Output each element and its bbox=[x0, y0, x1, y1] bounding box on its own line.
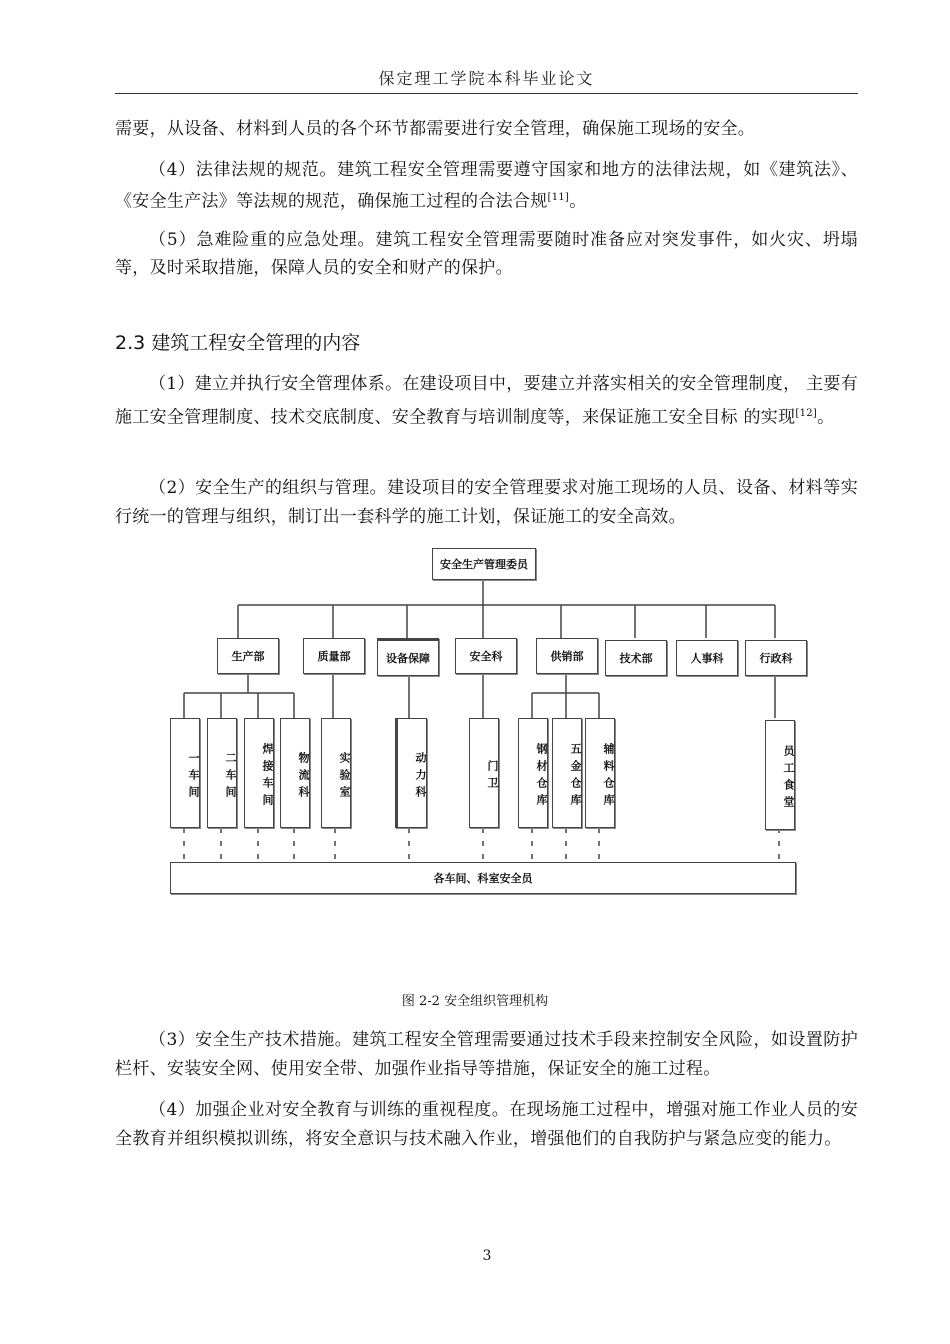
org-node-safety-officers: 各车间、科室安全员 bbox=[170, 862, 796, 894]
paragraph-text: （4）法律法规的规范。建筑工程安全管理需要遵守国家和地方的法律法规，如《建筑法》、《安全生产法》等法规的规范，确保施工过程的合法合规 bbox=[115, 160, 858, 212]
org-node-dept: 人事科 bbox=[676, 640, 738, 676]
org-node-unit: 二车间 bbox=[207, 718, 237, 828]
paragraph-text: （2）安全生产的组织与管理。建设项目的安全管理要求对施工现场的人员、设备、材料等实行统一的管理与组织，制订出一套科学的施工计划，保证施工的安全高效。 bbox=[115, 478, 858, 527]
page-number: 3 bbox=[482, 1248, 492, 1264]
paragraph bbox=[115, 474, 858, 532]
paragraph-text: （1）建立并执行安全管理体系。在建设项目中，要建立并落实相关的安全管理制度， 主要有施工安全管理制度、技术交底制度、安全教育与培训制度等，来保证施工安全目标 的实现 bbox=[115, 374, 858, 428]
paragraph bbox=[115, 1026, 858, 1084]
paragraph bbox=[115, 1096, 858, 1154]
org-node-unit: 五金仓库 bbox=[552, 718, 582, 828]
org-node-dept: 质量部 bbox=[303, 638, 365, 674]
section-heading: 2.3 建筑工程安全管理的内容 bbox=[115, 332, 361, 354]
org-node-committee: 安全生产管理委员 bbox=[432, 548, 536, 580]
org-node-dept: 设备保障 bbox=[377, 638, 439, 676]
paragraph bbox=[115, 156, 858, 216]
paragraph bbox=[115, 226, 858, 282]
org-node-dept: 技术部 bbox=[605, 640, 667, 676]
header-rule bbox=[115, 93, 858, 94]
org-node-unit: 一车间 bbox=[170, 718, 200, 828]
paragraph bbox=[115, 116, 858, 143]
org-node-dept: 安全科 bbox=[455, 638, 517, 674]
org-node-unit: 动力科 bbox=[395, 718, 427, 828]
citation: [11] bbox=[547, 192, 570, 203]
org-node-dept: 生产部 bbox=[217, 638, 279, 674]
paragraph-text: （4）加强企业对安全教育与训练的重视程度。在现场施工过程中，增强对施工作业人员的安全教育并组织模拟训练，将安全意识与技术融入作业，增强他们的自我防护与紧急应变的能力。 bbox=[115, 1100, 858, 1149]
paragraph-text: 。 bbox=[569, 191, 587, 212]
org-node-unit: 焊接车间 bbox=[244, 718, 274, 828]
paragraph-text: （5）急难险重的应急处理。建筑工程安全管理需要随时准备应对突发事件，如火灾、坍塌等，及时采取措施，保障人员的安全和财产的保护。 bbox=[115, 230, 858, 278]
org-node-unit: 钢材仓库 bbox=[518, 718, 548, 828]
page-header: 保定理工学院本科毕业论文 bbox=[378, 69, 595, 88]
org-node-unit: 物流科 bbox=[280, 718, 310, 828]
org-node-unit: 实验室 bbox=[321, 718, 351, 828]
figure-caption: 图 2-2 安全组织管理机构 bbox=[401, 994, 549, 1009]
org-node-dept: 行政科 bbox=[745, 640, 807, 676]
paragraph-text: （3）安全生产技术措施。建筑工程安全管理需要通过技术手段来控制安全风险，如设置防护栏杆、安装安全网、使用安全带、加强作业指导等措施，保证安全的施工过程。 bbox=[115, 1030, 858, 1079]
paragraph-text: 。 bbox=[817, 407, 835, 428]
org-node-unit: 员工食堂 bbox=[765, 720, 795, 830]
citation: [12] bbox=[795, 408, 818, 419]
org-node-unit: 门卫 bbox=[469, 718, 499, 828]
org-node-unit: 辅料仓库 bbox=[585, 718, 615, 828]
org-node-dept: 供销部 bbox=[536, 638, 598, 674]
paragraph bbox=[115, 369, 858, 433]
paragraph-text: 需要，从设备、材料到人员的各个环节都需要进行安全管理，确保施工现场的安全。 bbox=[115, 119, 756, 139]
